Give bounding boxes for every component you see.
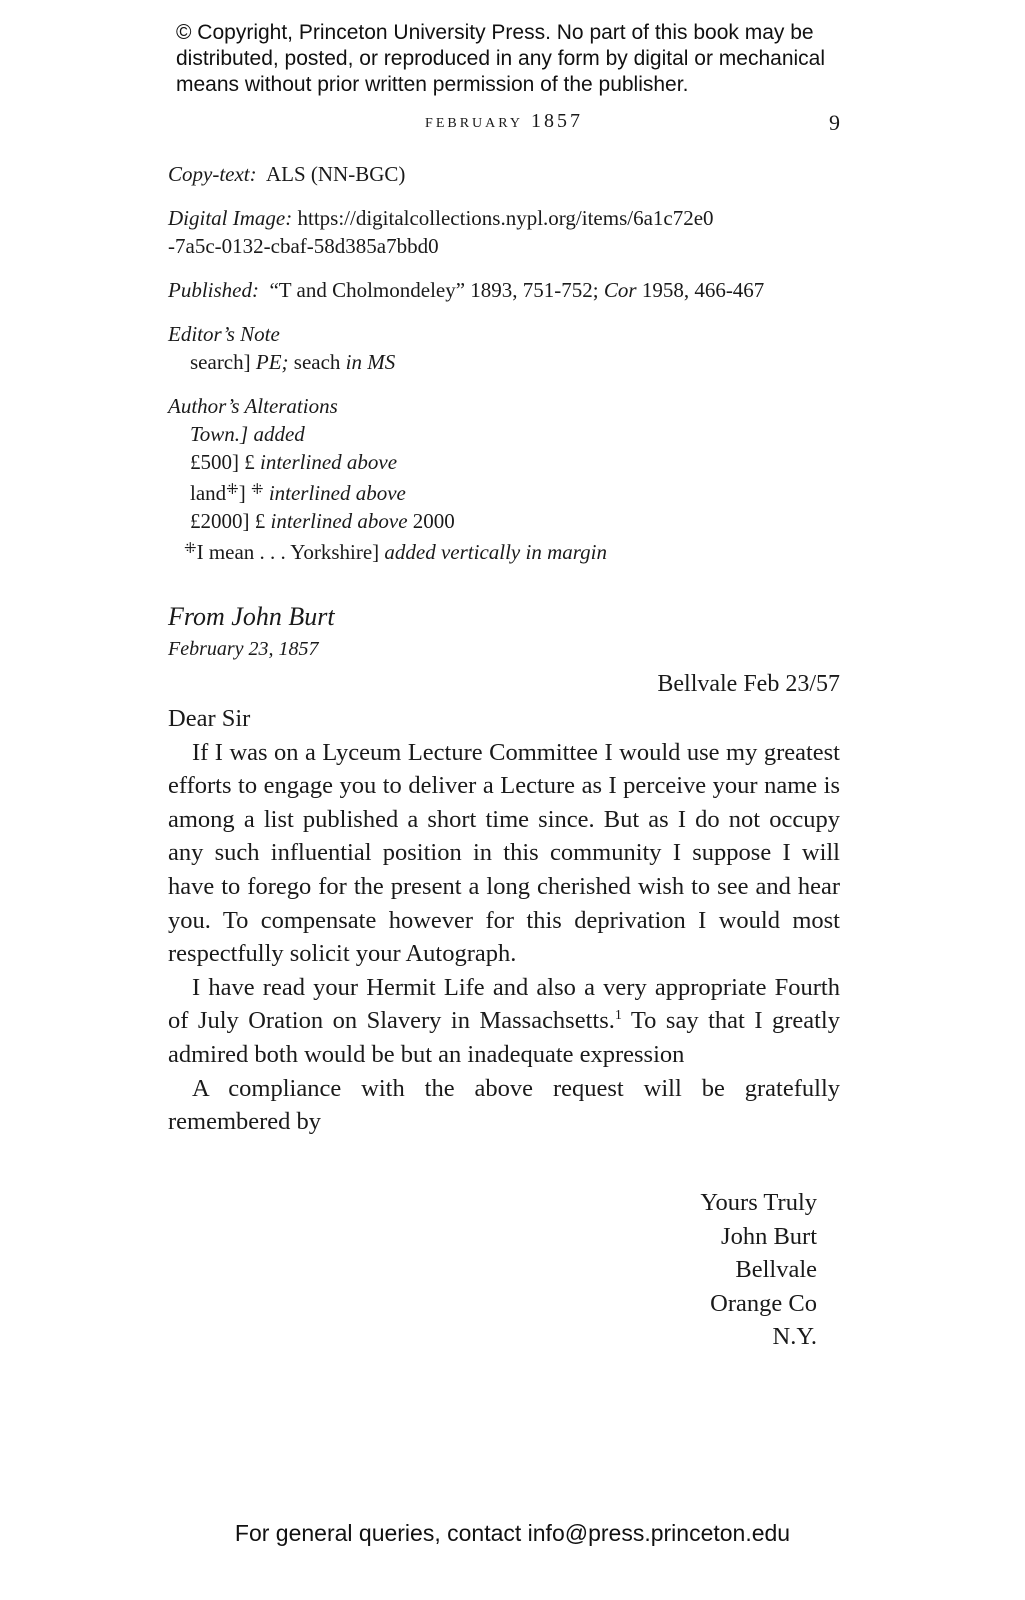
alteration-lemma: Town.] — [190, 422, 249, 446]
editors-note — [168, 320, 848, 376]
letter-dateline: Bellvale Feb 23/57 — [657, 671, 840, 697]
closing-line: John Burt — [721, 1222, 817, 1250]
page-number: 9 — [829, 110, 840, 135]
caret-mark-icon: ⁜ — [226, 482, 239, 498]
letter-date: February 23, 1857 — [168, 638, 319, 660]
textual-apparatus — [168, 160, 848, 582]
letter-title: From John Burt — [168, 602, 335, 631]
digital-image-url-line2: -7a5c-0132-cbaf-58d385a7bbd0 — [168, 234, 439, 258]
copyright-line: distributed, posted, or reproduced in any form by digital or mechanical — [176, 47, 826, 70]
editors-note-reading: seach — [293, 350, 341, 374]
alteration-lemma: land — [190, 481, 227, 505]
alteration-note: added — [253, 422, 305, 446]
paragraph: A compliance with the above request will be gratefully remembered by — [168, 1074, 840, 1136]
alteration-note: interlined above — [268, 481, 406, 505]
published-label: Published: — [168, 278, 259, 302]
editors-note-lemma: search] — [190, 350, 251, 374]
editors-note-in-ms: in MS — [345, 350, 396, 374]
editors-note-heading: Editor’s Note — [168, 322, 280, 346]
alteration-value: 2000 — [412, 509, 455, 533]
alteration-lemma: £500] £ — [190, 450, 255, 474]
published-value-a: “T and Cholmondeley” 1893, 751-752; — [269, 278, 599, 302]
copy-text-value: ALS (NN-BGC) — [265, 162, 406, 186]
letter-closing — [700, 1186, 817, 1354]
published-value-cor: Cor — [603, 278, 637, 302]
closing-line: N.Y. — [772, 1323, 817, 1351]
paragraph — [168, 971, 840, 1072]
closing-line: Bellvale — [735, 1256, 817, 1284]
paragraph-text: To say that I greatly admired both would be but an inadequate expression — [168, 1007, 840, 1068]
alteration-bracket: ] — [238, 481, 246, 505]
footer-contact: For general queries, contact info@press.princeton.edu — [234, 1520, 791, 1546]
running-head-title: february 1857 — [425, 110, 583, 132]
caret-mark-icon: ⁜ — [250, 482, 264, 498]
digital-image-label: Digital Image: — [168, 206, 293, 230]
author-alterations — [168, 392, 848, 566]
published-entry — [168, 276, 848, 304]
copyright-line: © Copyright, Princeton University Press. No part of this book may be — [176, 21, 814, 44]
caret-mark-icon: ⁜ — [184, 541, 197, 557]
alteration-lemma: I mean . . . Yorkshire] — [196, 540, 380, 564]
alteration-note: interlined above — [260, 450, 398, 474]
copyright-line: means without prior written permission of the publisher. — [176, 73, 689, 96]
footnote-marker[interactable]: 1 — [614, 1008, 622, 1024]
closing-line: Yours Truly — [700, 1189, 817, 1216]
digital-image-entry — [168, 204, 848, 260]
published-value-b: 1958, 466-467 — [641, 278, 765, 302]
letter-heading — [168, 600, 840, 662]
paragraph: If I was on a Lyceum Lecture Committee I would use my greatest efforts to engage you to deliver a Lecture as I perceive your name is among a list published a short time since. But as I do not occupy any such influential position in this community I suppose I will have to forego for the present a long cherished wish to see and hear you. To compensate however for this deprivation I would most respectfully solicit your Autograph. — [168, 738, 840, 968]
author-alterations-heading: Author’s Alterations — [168, 394, 338, 418]
copyright-notice — [176, 20, 876, 98]
digital-image-url-line1: https://digitalcollections.nypl.org/items/6a1c72e0 — [297, 206, 714, 230]
letter-body — [168, 702, 840, 1139]
alteration-note: added vertically in margin — [384, 540, 607, 564]
alteration-note: interlined above — [270, 509, 408, 533]
running-head — [168, 110, 840, 142]
copy-text-entry — [168, 160, 848, 188]
editors-note-pe: PE; — [255, 350, 289, 374]
alteration-lemma: £2000] £ — [190, 509, 266, 533]
copy-text-label: Copy-text: — [168, 162, 257, 186]
closing-line: Orange Co — [710, 1289, 817, 1317]
paragraph-text: I have read your Hermit Life and also a very appropriate Fourth of July Oration on Slavery in Massachsetts. — [168, 973, 840, 1035]
salutation: Dear Sir — [168, 705, 251, 732]
